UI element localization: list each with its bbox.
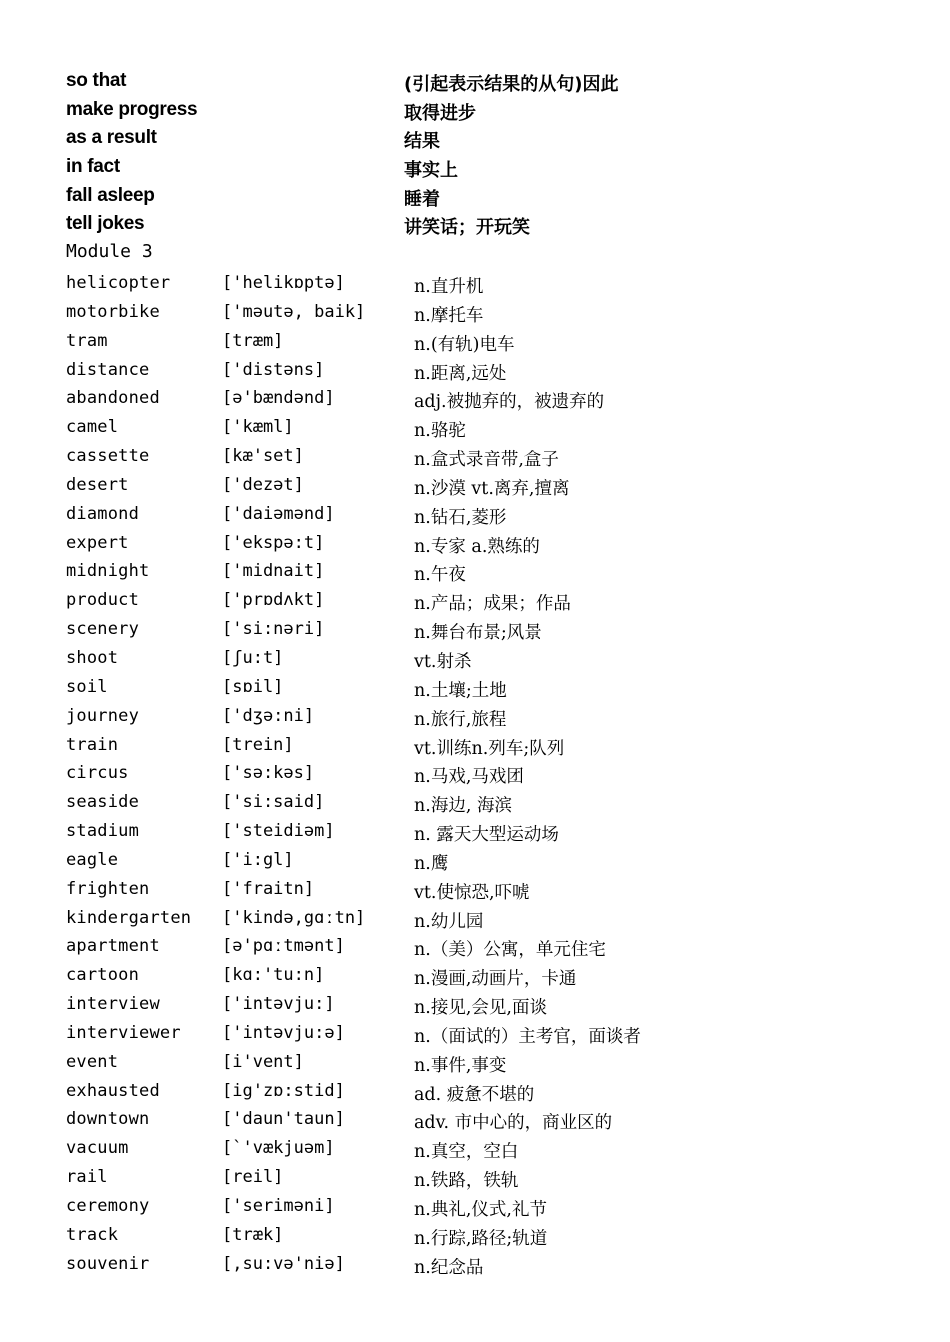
- vocab-definition: n.行踪,路径;轨道: [414, 1228, 548, 1249]
- vocab-definition: n.产品；成果；作品: [414, 594, 571, 615]
- vocab-definition: n.专家 a.熟练的: [414, 536, 540, 557]
- vocab-phonetic: ['intəvju:ə]: [222, 1022, 345, 1043]
- vocab-definition: vt.使惊恐,吓唬: [414, 882, 530, 903]
- vocab-row: [66, 472, 866, 501]
- vocab-phonetic: ['daiəmənd]: [222, 503, 335, 524]
- phrase-row: [66, 125, 826, 154]
- vocab-row: [66, 1222, 866, 1251]
- vocab-word: helicopter: [66, 273, 171, 293]
- vocab-row: [66, 1106, 866, 1135]
- vocab-phonetic: [`'vækjuəm]: [222, 1138, 335, 1159]
- vocab-phonetic: [ə'bændənd]: [222, 388, 335, 409]
- vocab-row: [66, 558, 866, 587]
- vocab-word: motorbike: [66, 301, 160, 322]
- vocab-phonetic: ['helikɒptə]: [222, 273, 345, 293]
- vocab-row: [66, 587, 866, 616]
- vocab-row: [66, 1049, 866, 1078]
- vocab-definition: n.接见,会见,面谈: [414, 998, 547, 1019]
- vocab-row: [66, 818, 866, 847]
- vocab-row: [66, 905, 866, 934]
- vocab-word: train: [66, 734, 119, 755]
- vocab-phonetic: ['kində,gɑːtn]: [222, 907, 366, 928]
- vocab-phonetic: ['fraitn]: [222, 878, 315, 899]
- vocab-phonetic: [kɑ:'tu:n]: [222, 965, 325, 986]
- vocab-phonetic: [sɒil]: [222, 676, 284, 697]
- vocab-word: expert: [66, 532, 129, 553]
- vocab-word: kindergarten: [66, 907, 192, 928]
- vocab-row: [66, 616, 866, 645]
- vocab-row: [66, 270, 866, 299]
- vocab-row: [66, 933, 866, 962]
- vocab-row: [66, 991, 866, 1020]
- phrase-row: [66, 211, 826, 240]
- vocab-word: distance: [66, 359, 150, 380]
- vocab-word: soil: [66, 676, 108, 697]
- vocab-word: eagle: [66, 849, 119, 870]
- vocab-word: diamond: [66, 503, 140, 524]
- vocab-row: [66, 357, 866, 386]
- vocab-row: [66, 385, 866, 414]
- vocab-word: souvenir: [66, 1253, 150, 1274]
- vocab-definition: n.(有轨)电车: [414, 334, 515, 355]
- vocab-row: [66, 501, 866, 530]
- phrase-chinese: 睡着: [404, 188, 440, 210]
- vocab-phonetic: ['dezət]: [222, 474, 304, 495]
- vocab-row: [66, 328, 866, 357]
- vocab-row: [66, 645, 866, 674]
- vocab-row: [66, 443, 866, 472]
- phrase-english: as a result: [66, 127, 157, 149]
- vocab-phonetic: ['daun'taun]: [222, 1109, 345, 1130]
- vocab-phonetic: [kæ'set]: [222, 446, 304, 467]
- vocab-phonetic: ['ekspə:t]: [222, 532, 325, 553]
- vocab-definition: n.（美）公寓，单元住宅: [414, 940, 606, 961]
- vocab-definition: n.（面试的）主考官，面谈者: [414, 1026, 641, 1047]
- vocab-definition: n.土壤;土地: [414, 680, 507, 701]
- vocab-phonetic: [trein]: [222, 734, 294, 755]
- vocab-row: [66, 674, 866, 703]
- vocab-phonetic: ['si:said]: [222, 792, 325, 813]
- vocab-word: exhausted: [66, 1080, 160, 1101]
- vocab-row: [66, 299, 866, 328]
- vocab-phonetic: [træk]: [222, 1224, 284, 1245]
- vocabulary-list: [66, 270, 866, 1280]
- vocab-definition: n.摩托车: [414, 305, 484, 326]
- vocab-definition: vt.训练n.列车;队列: [414, 738, 565, 759]
- vocab-phonetic: ['midnait]: [222, 561, 325, 582]
- phrase-english: make progress: [66, 98, 198, 120]
- phrase-english: fall asleep: [66, 184, 155, 206]
- vocab-word: abandoned: [66, 388, 160, 409]
- vocab-row: [66, 847, 866, 876]
- vocab-word: interview: [66, 994, 160, 1015]
- vocab-row: [66, 414, 866, 443]
- vocab-word: product: [66, 590, 140, 611]
- vocab-word: tram: [66, 330, 108, 351]
- vocab-phonetic: [træm]: [222, 330, 284, 351]
- vocab-phonetic: ['i:gl]: [222, 849, 294, 870]
- phrase-list: [66, 68, 826, 240]
- phrase-row: [66, 183, 826, 212]
- phrase-row: [66, 154, 826, 183]
- vocab-definition: n.骆驼: [414, 421, 466, 442]
- vocab-definition: ad. 疲惫不堪的: [414, 1084, 535, 1105]
- vocab-row: [66, 789, 866, 818]
- vocab-row: [66, 1020, 866, 1049]
- vocab-definition: n.午夜: [414, 565, 466, 586]
- vocab-word: stadium: [66, 821, 140, 842]
- vocab-definition: n.钻石,菱形: [414, 507, 507, 528]
- vocab-definition: n.幼儿园: [414, 911, 484, 932]
- vocab-word: track: [66, 1224, 119, 1245]
- phrase-english: so that: [66, 70, 127, 91]
- vocab-phonetic: ['prɒdʌkt]: [222, 590, 325, 611]
- vocab-definition: n.真空，空白: [414, 1142, 519, 1163]
- vocab-phonetic: [i'vent]: [222, 1051, 304, 1072]
- vocab-definition: adj.被抛弃的，被遗弃的: [414, 392, 605, 413]
- vocab-word: frighten: [66, 878, 150, 899]
- vocab-definition: n.事件,事变: [414, 1055, 507, 1076]
- vocab-word: cassette: [66, 446, 150, 467]
- vocab-definition: n.漫画,动画片，卡通: [414, 969, 577, 990]
- vocab-row: [66, 1193, 866, 1222]
- phrase-chinese: (引起表示结果的从句)因此: [404, 74, 619, 95]
- vocab-phonetic: ['sə:kəs]: [222, 763, 315, 784]
- module-heading: Module 3: [66, 241, 153, 262]
- vocab-word: ceremony: [66, 1196, 150, 1216]
- vocab-definition: adv. 市中心的，商业区的: [414, 1113, 613, 1134]
- phrase-row: [66, 97, 826, 126]
- phrase-english: tell jokes: [66, 213, 145, 235]
- vocab-word: apartment: [66, 936, 160, 957]
- vocab-row: [66, 1251, 866, 1280]
- vocab-phonetic: [ʃu:t]: [222, 647, 284, 668]
- vocab-row: [66, 1135, 866, 1164]
- vocab-definition: n. 露天大型运动场: [414, 825, 559, 846]
- vocab-definition: n.舞台布景;风景: [414, 623, 542, 644]
- vocab-word: vacuum: [66, 1138, 129, 1159]
- vocab-row: [66, 1164, 866, 1193]
- vocab-definition: n.沙漠 vt.离弃,擅离: [414, 478, 570, 499]
- vocab-phonetic: [ə'pɑːtmənt]: [222, 936, 345, 957]
- vocab-word: shoot: [66, 647, 119, 668]
- vocab-phonetic: ['distəns]: [222, 359, 325, 380]
- vocab-definition: vt.射杀: [414, 651, 472, 672]
- vocab-row: [66, 1078, 866, 1107]
- vocab-word: event: [66, 1051, 119, 1072]
- vocab-word: scenery: [66, 619, 140, 640]
- vocab-definition: n.典礼,仪式,礼节: [414, 1200, 547, 1220]
- vocab-word: desert: [66, 474, 129, 495]
- vocab-phonetic: ['si:nəri]: [222, 619, 325, 640]
- vocab-word: seaside: [66, 792, 140, 813]
- vocab-row: [66, 876, 866, 905]
- vocab-phonetic: ['kæml]: [222, 417, 294, 438]
- vocab-definition: n.直升机: [414, 277, 484, 297]
- phrase-chinese: 讲笑话；开玩笑: [404, 217, 530, 239]
- vocab-word: camel: [66, 417, 119, 438]
- vocab-word: interviewer: [66, 1022, 181, 1043]
- vocab-word: cartoon: [66, 965, 140, 986]
- vocab-row: [66, 703, 866, 732]
- vocab-phonetic: ['intəvju:]: [222, 994, 335, 1015]
- vocab-definition: n.盒式录音带,盒子: [414, 450, 559, 471]
- vocab-row: [66, 962, 866, 991]
- vocab-word: rail: [66, 1167, 108, 1188]
- vocab-phonetic: [reil]: [222, 1167, 284, 1188]
- phrase-chinese: 取得进步: [404, 102, 476, 124]
- vocab-row: [66, 530, 866, 559]
- vocab-definition: n.马戏,马戏团: [414, 767, 524, 788]
- vocab-phonetic: ['məutə, baik]: [222, 301, 366, 322]
- phrase-chinese: 结果: [404, 131, 440, 153]
- vocab-definition: n.距离,远处: [414, 363, 507, 384]
- vocab-definition: n.铁路，铁轨: [414, 1171, 519, 1192]
- vocab-phonetic: [ig'zɒ:stid]: [222, 1080, 345, 1101]
- vocab-definition: n.海边, 海滨: [414, 796, 512, 817]
- vocab-definition: n.旅行,旅程: [414, 709, 507, 730]
- vocab-phonetic: ['seriməni]: [222, 1196, 335, 1216]
- vocab-definition: n.鹰: [414, 853, 449, 874]
- vocab-row: [66, 732, 866, 761]
- vocab-word: midnight: [66, 561, 150, 582]
- vocab-word: journey: [66, 705, 140, 726]
- phrase-row: [66, 68, 826, 97]
- vocab-phonetic: ['steidiəm]: [222, 821, 335, 842]
- phrase-english: in fact: [66, 156, 120, 178]
- vocab-word: circus: [66, 763, 129, 784]
- vocab-definition: n.纪念品: [414, 1257, 484, 1278]
- vocab-word: downtown: [66, 1109, 150, 1130]
- vocab-phonetic: ['dʒə:ni]: [222, 705, 315, 726]
- vocab-phonetic: [,su:və'niə]: [222, 1253, 345, 1274]
- vocab-row: [66, 760, 866, 789]
- phrase-chinese: 事实上: [404, 160, 458, 182]
